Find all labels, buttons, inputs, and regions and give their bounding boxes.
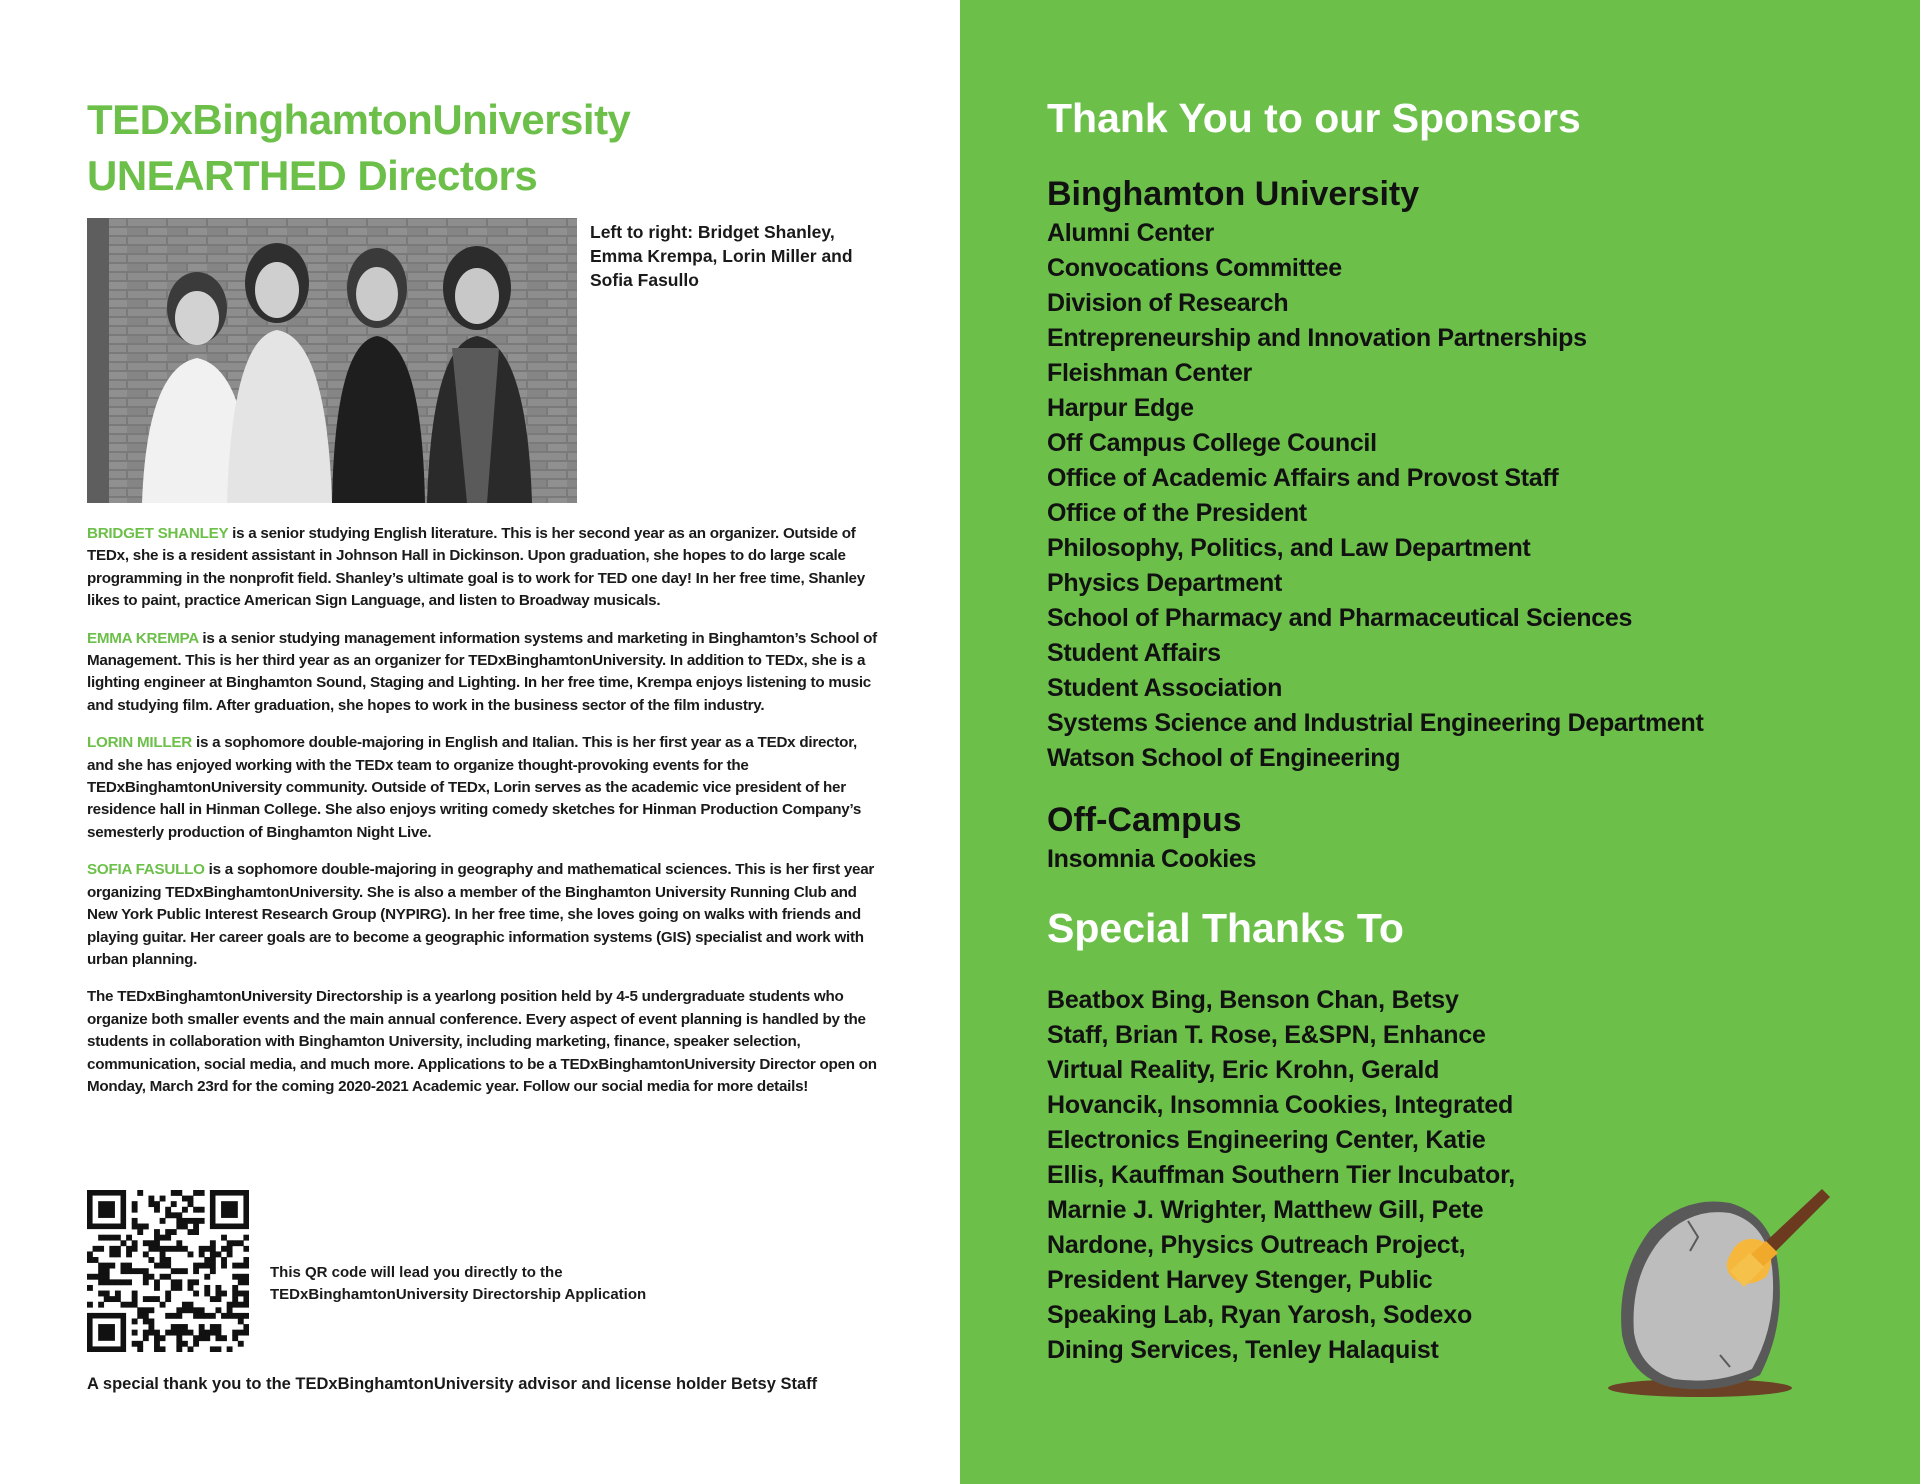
sponsor-item: Office of Academic Affairs and Provost Staff xyxy=(1047,464,1559,492)
bio-name: EMMA KREMPA xyxy=(87,629,199,647)
sponsor-group-heading: Off-Campus xyxy=(1047,801,1242,839)
special-thanks-title: Special Thanks To xyxy=(1047,905,1404,951)
bio-paragraph xyxy=(87,523,887,613)
bio-text: is a sophomore double-majoring in geography and mathematical sciences. This is her first year organizing TEDxBinghamtonUniversity. She is also a member of the Binghamton University Running Club and New York Public Interest Research Group (NYPIRG). In her free time, she loves going on walks with friends and playing guitar. Her career goals are to become a geographic information systems (GIS) specialist and work with urban planning. xyxy=(87,861,875,968)
sponsor-item: Office of the President xyxy=(1047,499,1307,527)
sponsor-item: Off Campus College Council xyxy=(1047,429,1377,457)
sponsor-list xyxy=(1047,216,1907,776)
bio-paragraph xyxy=(87,859,887,971)
group-photo xyxy=(87,218,577,503)
bios-section xyxy=(87,523,887,1113)
sponsor-item: Student Association xyxy=(1047,674,1283,702)
bio-name: SOFIA FASULLO xyxy=(87,861,205,879)
sponsor-group-binghamton xyxy=(1047,172,1907,776)
sponsor-item: Systems Science and Industrial Engineering Department xyxy=(1047,709,1704,737)
sponsor-item: Insomnia Cookies xyxy=(1047,845,1257,873)
qr-code-icon[interactable] xyxy=(87,1190,249,1352)
sponsors-title: Thank You to our Sponsors xyxy=(1047,95,1581,141)
sponsors-page xyxy=(960,0,1920,1484)
bio-name: BRIDGET SHANLEY xyxy=(87,525,229,542)
bio-text: is a senior studying management information systems and marketing in Binghamton’s School of Management. This is her third year as an organizer for TEDxBinghamtonUniversity. In addition to TEDx, she is a lighting engineer at Binghamton Sound, Staging and Lighting. In her free time, Krempa enjoys listening to music and studying film. After graduation, she hopes to work in the business sector of the film industry. xyxy=(87,629,877,714)
sponsor-group-heading: Binghamton University xyxy=(1047,175,1420,213)
sponsor-item: Philosophy, Politics, and Law Department xyxy=(1047,534,1531,562)
directors-title: TEDxBinghamtonUniversity UNEARTHED Directors xyxy=(87,96,631,199)
sponsor-item: Division of Research xyxy=(1047,289,1289,317)
sponsor-item: Alumni Center xyxy=(1047,219,1214,247)
directorship-paragraph: The TEDxBinghamtonUniversity Directorship is a yearlong position held by 4-5 undergraduate students who organize both smaller events and the main annual conference. Every aspect of event planning is handled by the students in collaboration with Binghamton University, including marketing, finance, speaker selection, communication, social media, and much more. Applications to be a TEDxBinghamtonUniversity Director open on Monday, March 23rd for the coming 2020-2021 Academic year. Follow our social media for more details! xyxy=(87,988,877,1095)
sponsor-item: Physics Department xyxy=(1047,569,1282,597)
sponsor-item: Harpur Edge xyxy=(1047,394,1194,422)
bio-text: is a senior studying English literature. This is her second year as an organizer. Outside of TEDx, she is a resident assistant in Johnson Hall in Dickinson. Upon graduation, she hopes to do large scale programming in the nonprofit field. Shanley’s ultimate goal is to work for TED one day! In her free time, Shanley likes to paint, practice American Sign Language, and listen to Broadway musicals. xyxy=(87,525,865,610)
bio-name: LORIN MILLER xyxy=(87,734,192,752)
qr-code-caption: This QR code will lead you directly to the TEDxBinghamtonUniversity Directorship Application xyxy=(270,1264,647,1303)
special-thanks-text: Beatbox Bing, Benson Chan, Betsy Staff, Brian T. Rose, E&SPN, Enhance Virtual Reality, Eric Krohn, Gerald Hovancik, Insomnia Cookies, Integrated Electronics Engineering Center, Katie Ellis, Kauffman Southern Tier Incubator, Marnie J. Wrighter, Matthew Gill, Pete Nardone, Physics Outreach Project, President Harvey Stenger, Public Speaking Lab, Ryan Yarosh, Sodexo Dining Services, Tenley Halaquist xyxy=(1047,986,1516,1364)
bio-text: is a sophomore double-majoring in English and Italian. This is her first year as a TEDx director, and she has enjoyed working with the TEDx team to organize thought-provoking events for the TEDxBinghamtonUniversity community. Outside of TEDx, Lorin serves as the academic vice president of her residence hall in Hinman College. She also enjoys writing comedy sketches for Hinman Production Company’s semesterly production of Binghamton Night Live. xyxy=(87,734,862,841)
photo-caption: Left to right: Bridget Shanley, Emma Krempa, Lorin Miller and Sofia Fasullo xyxy=(590,222,853,290)
sponsor-item: Watson School of Engineering xyxy=(1047,744,1401,772)
sponsor-item: Student Affairs xyxy=(1047,639,1221,667)
sponsor-item: Fleishman Center xyxy=(1047,359,1252,387)
sponsor-item: Entrepreneurship and Innovation Partnerships xyxy=(1047,324,1587,352)
rock-with-paintbrush-icon xyxy=(1590,1185,1860,1405)
sponsor-group-off-campus xyxy=(1047,798,1907,877)
sponsor-item: Convocations Committee xyxy=(1047,254,1342,282)
sponsor-item: School of Pharmacy and Pharmaceutical Sciences xyxy=(1047,604,1633,632)
bio-paragraph xyxy=(87,628,887,718)
sponsor-list xyxy=(1047,842,1907,877)
bio-paragraph xyxy=(87,732,887,844)
advisor-thanks: A special thank you to the TEDxBinghamtonUniversity advisor and license holder Betsy Staff xyxy=(87,1375,818,1393)
